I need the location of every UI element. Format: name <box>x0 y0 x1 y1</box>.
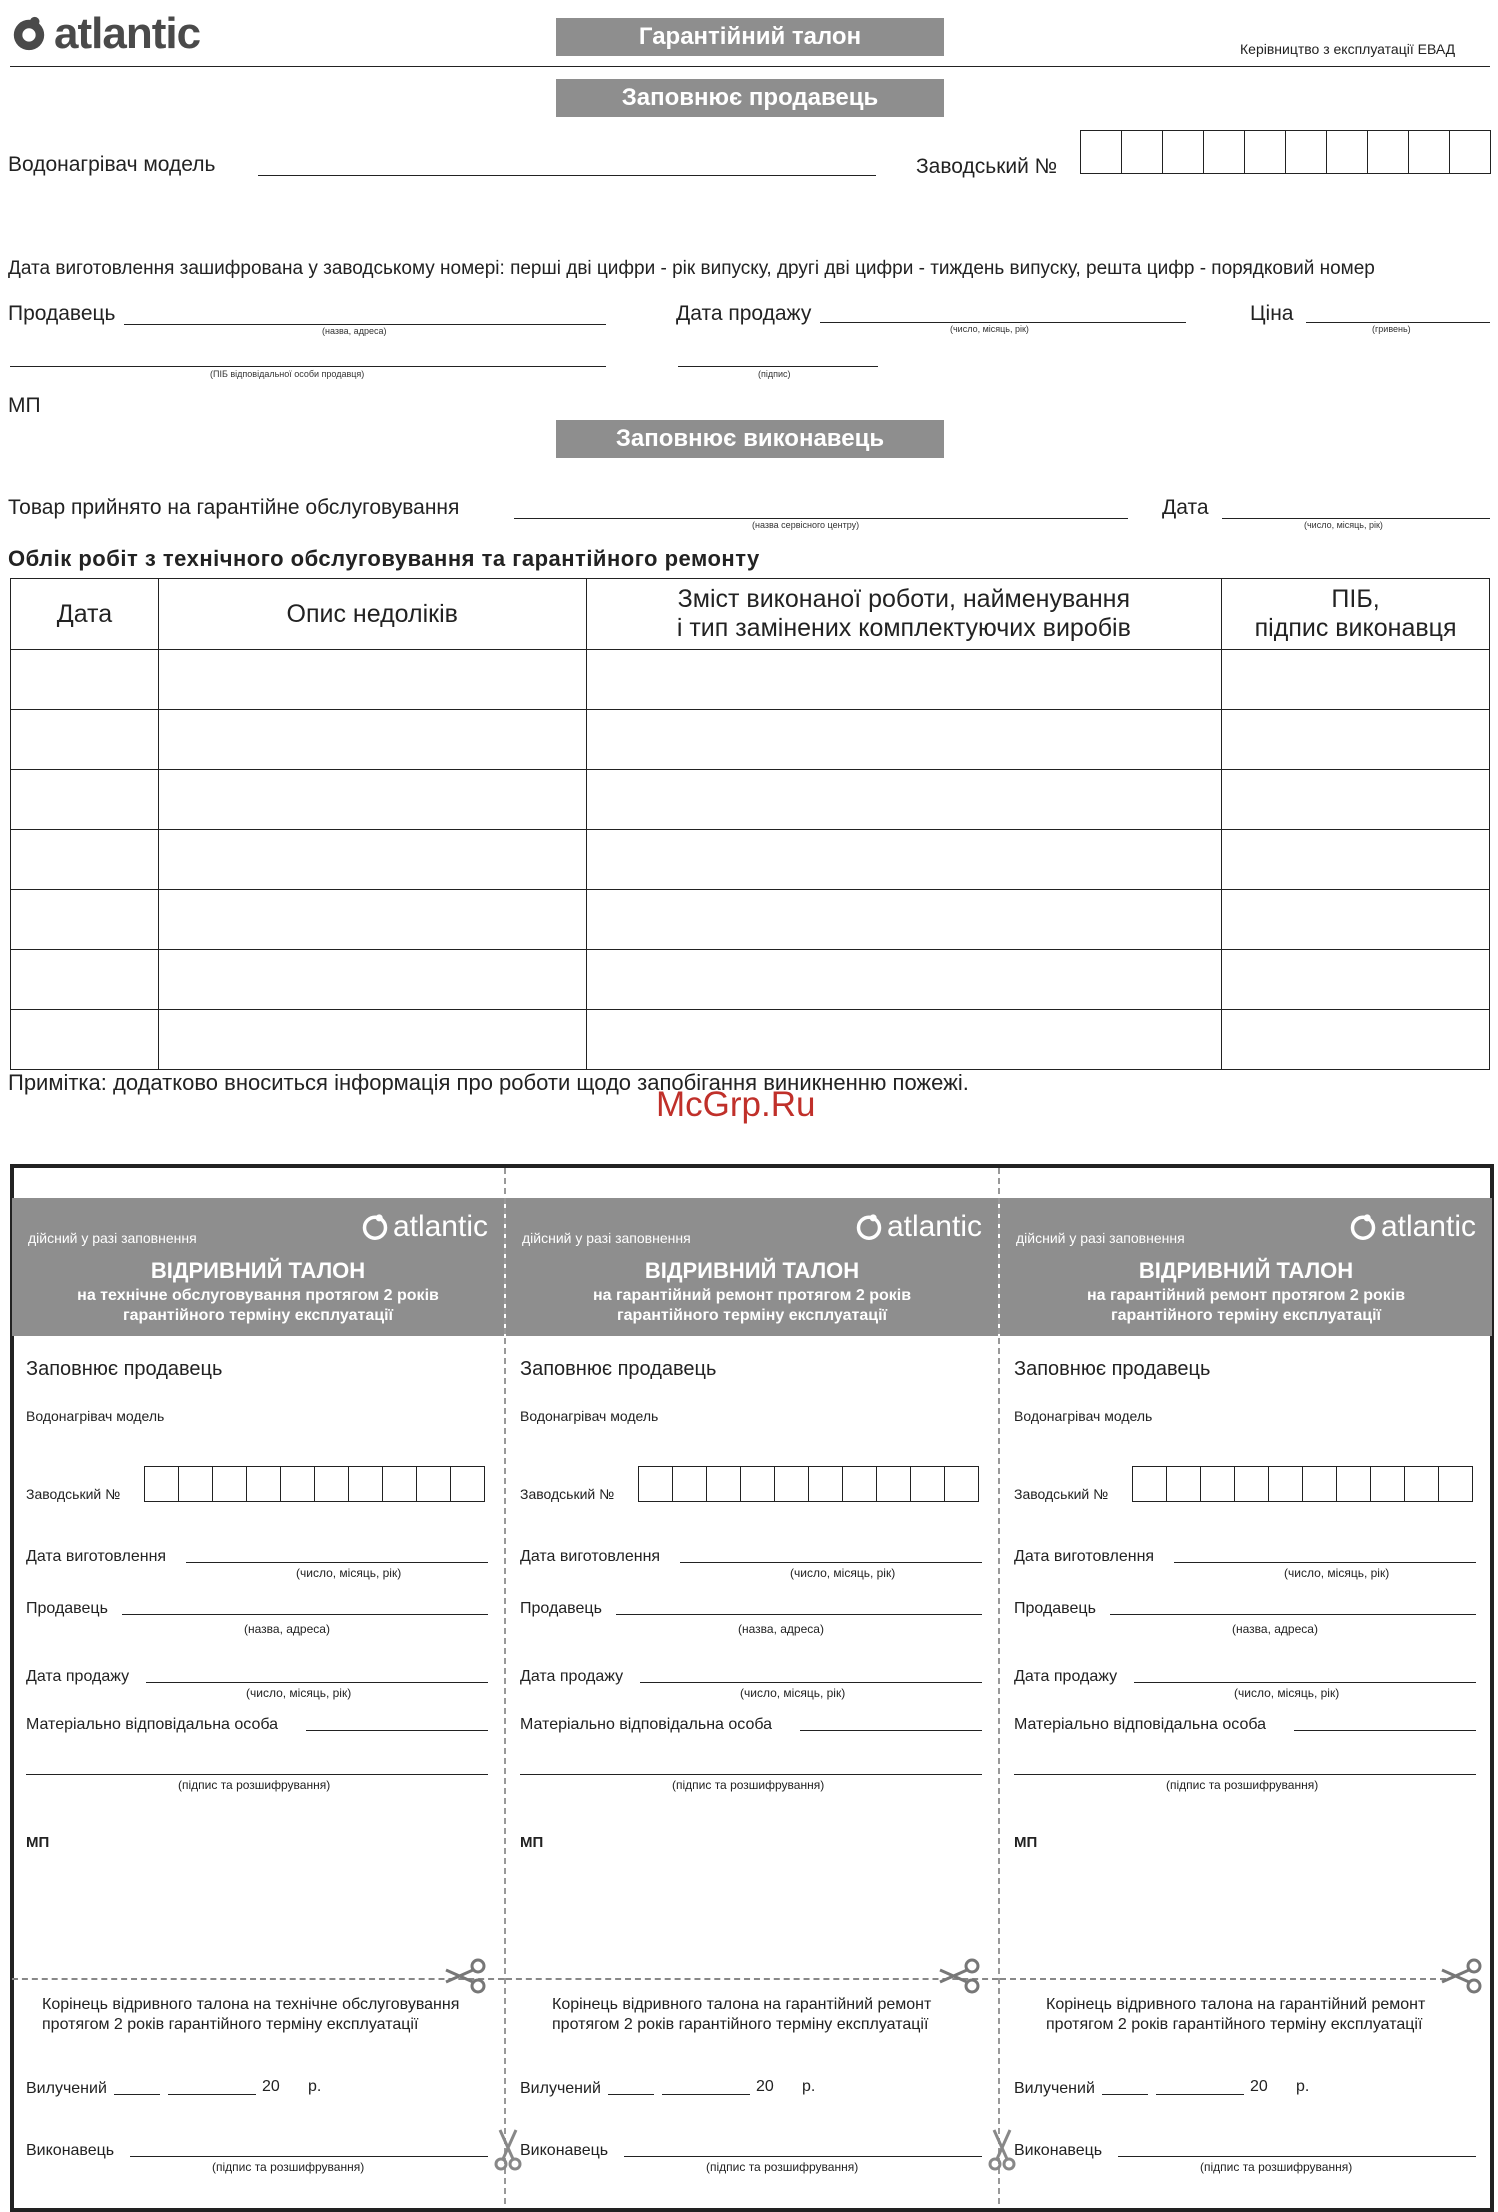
serial-digit-box[interactable] <box>1269 1467 1303 1501</box>
table-row <box>11 710 1490 770</box>
coupon-mfg-date-label: Дата виготовлення <box>26 1548 167 1565</box>
price-hint: (гривень) <box>1372 324 1411 334</box>
serial-digit-box[interactable] <box>383 1467 417 1501</box>
serial-digit-box[interactable] <box>281 1467 315 1501</box>
coupon-performer-field[interactable] <box>1118 2156 1476 2157</box>
coupon-performer-hint: (підпис та розшифрування) <box>1200 2160 1353 2174</box>
serial-digit-box[interactable] <box>1163 131 1204 173</box>
coupon-logo <box>855 1210 982 1244</box>
coupon-removed-day-field[interactable] <box>608 2094 654 2095</box>
coupon-serial-label: Заводський № <box>520 1486 615 1502</box>
cut-line-horizontal <box>12 1978 504 1980</box>
seller-label: Продавець <box>8 302 116 325</box>
coupon-model-label: Водонагрівач модель <box>1014 1408 1153 1424</box>
note-text: Примітка: додатково вноситься інформація про роботи щодо запобігання виникненню пожежі. <box>8 1070 969 1095</box>
signature-field[interactable] <box>678 366 878 367</box>
atlantic-logo-icon <box>1349 1213 1377 1241</box>
coupon-mfg-date-label: Дата виготовлення <box>520 1548 661 1565</box>
table-row <box>11 650 1490 710</box>
coupon-title: ВІДРИВНИЙ ТАЛОН <box>1138 1258 1354 1283</box>
coupon-removed-label: Вилучений <box>520 2080 601 2097</box>
serial-digit-box[interactable] <box>877 1467 911 1501</box>
coupon-mfg-date-label: Дата виготовлення <box>1014 1548 1155 1565</box>
serial-digit-box[interactable] <box>1303 1467 1337 1501</box>
seller-hint: (назва, адреса) <box>322 326 387 336</box>
coupon-sale-date-label: Дата продажу <box>520 1668 624 1685</box>
table-cell[interactable] <box>586 950 1222 1010</box>
serial-digit-box[interactable] <box>1327 131 1368 173</box>
table-header-row <box>11 579 1490 650</box>
coupon-performer-field[interactable] <box>624 2156 982 2157</box>
coupon-title: ВІДРИВНИЙ ТАЛОН <box>150 1258 366 1283</box>
table-cell[interactable] <box>586 1010 1222 1070</box>
coupon-seller-label: Продавець <box>520 1600 602 1617</box>
coupon-seller-field[interactable] <box>1110 1614 1476 1615</box>
section-performer-bar: Заповнює виконавець <box>556 420 944 458</box>
coupon-stub-line-2: протягом 2 років гарантійного терміну експлуатації <box>552 2016 929 2033</box>
serial-digit-box[interactable] <box>1368 131 1409 173</box>
coupon-responsible-label: Матеріально відповідальна особа <box>26 1716 279 1733</box>
table-row <box>11 1010 1490 1070</box>
serial-digit-box[interactable] <box>1286 131 1327 173</box>
coupon-responsible-label: Матеріально відповідальна особа <box>520 1716 773 1733</box>
coupon-model-label: Водонагрівач модель <box>26 1408 165 1424</box>
serial-digit-box[interactable] <box>417 1467 451 1501</box>
table-cell[interactable] <box>1222 650 1490 710</box>
coupon-subtitle <box>12 1286 504 1326</box>
log-table-title: Облік робіт з технічного обслуговування та гарантійного ремонту <box>8 546 760 571</box>
coupon-seller-label: Продавець <box>26 1600 108 1617</box>
coupon-seller-label: Продавець <box>1014 1600 1096 1617</box>
serial-digit-box[interactable] <box>707 1467 741 1501</box>
coupon-stub-line-1: Корінець відривного талона на гарантійний ремонт <box>1046 1996 1426 2013</box>
coupon-mfg-date-hint: (число, місяць, рік) <box>790 1566 896 1580</box>
coupon-signature-field[interactable] <box>1014 1774 1476 1775</box>
table-cell[interactable] <box>158 710 586 770</box>
coupon-valid-text: дійсний у разі заповнення <box>1016 1230 1185 1246</box>
cut-line-horizontal <box>506 1978 998 1980</box>
coupon-sale-date-field[interactable] <box>1134 1682 1476 1683</box>
coupon-responsible-label: Матеріально відповідальна особа <box>1014 1716 1267 1733</box>
coupon-signature-field[interactable] <box>26 1774 488 1775</box>
accept-date-hint: (число, місяць, рік) <box>1304 520 1383 530</box>
serial-digit-box[interactable] <box>1204 131 1245 173</box>
coupon-removed-label: Вилучений <box>26 2080 107 2097</box>
signature-hint: (підпис) <box>758 369 791 379</box>
coupon-stamp: МП <box>26 1834 50 1851</box>
sale-date-hint: (число, місяць, рік) <box>950 324 1029 334</box>
table-cell[interactable] <box>11 830 159 890</box>
coupon-fill-by: Заповнює продавець <box>1014 1358 1211 1380</box>
model-label: Водонагрівач модель <box>8 153 216 176</box>
coupon-signature-hint: (підпис та розшифрування) <box>1166 1778 1319 1792</box>
col-work-header: Зміст виконаної роботи, найменування і тип замінених комплектуючих виробів <box>586 579 1222 650</box>
serial-digit-box[interactable] <box>349 1467 383 1501</box>
coupon-mfg-date-hint: (число, місяць, рік) <box>296 1566 402 1580</box>
coupon-sale-date-hint: (число, місяць, рік) <box>1234 1686 1340 1700</box>
coupon-stub-line-1: Корінець відривного талона на технічне обслуговування <box>42 1996 460 2013</box>
atlantic-logo-icon <box>855 1213 883 1241</box>
table-cell[interactable] <box>1222 770 1490 830</box>
serial-digit-box[interactable] <box>451 1467 484 1501</box>
atlantic-logo-icon <box>361 1213 389 1241</box>
doc-reference: Керівництво з експлуатації ЕВАД <box>1240 41 1456 57</box>
table-cell[interactable] <box>1222 710 1490 770</box>
coupon-stamp: МП <box>1014 1834 1038 1851</box>
table-cell[interactable] <box>158 890 586 950</box>
coupon-sale-date-hint: (число, місяць, рік) <box>740 1686 846 1700</box>
coupon-sale-date-field[interactable] <box>640 1682 982 1683</box>
serial-digit-box[interactable] <box>179 1467 213 1501</box>
serial-digit-box[interactable] <box>1450 131 1490 173</box>
coupon-mfg-date-field[interactable] <box>680 1562 982 1563</box>
serial-digit-box[interactable] <box>315 1467 349 1501</box>
price-field[interactable] <box>1306 322 1490 323</box>
warranty-title: Гарантійний талон <box>556 18 944 56</box>
coupon-removed-day-field[interactable] <box>114 2094 160 2095</box>
tear-off-coupon <box>12 1168 504 2208</box>
serial-digit-box[interactable] <box>1409 131 1450 173</box>
tear-off-coupon <box>506 1168 998 2208</box>
coupon-valid-text: дійсний у разі заповнення <box>522 1230 691 1246</box>
table-cell[interactable] <box>1222 890 1490 950</box>
coupon-seller-field[interactable] <box>616 1614 982 1615</box>
coupon-mfg-date-hint: (число, місяць, рік) <box>1284 1566 1390 1580</box>
responsible-hint: (ПІБ відповідальної особи продавця) <box>210 369 365 379</box>
table-cell[interactable] <box>11 770 159 830</box>
table-cell[interactable] <box>11 950 159 1010</box>
service-center-field[interactable] <box>514 518 1128 519</box>
scissors-icon <box>986 2128 1018 2172</box>
serial-digit-box[interactable] <box>741 1467 775 1501</box>
section-seller-bar: Заповнює продавець <box>556 79 944 117</box>
serial-digit-box[interactable] <box>911 1467 945 1501</box>
coupon-header <box>506 1198 998 1336</box>
table-row <box>11 950 1490 1010</box>
coupon-removed-day-field[interactable] <box>1102 2094 1148 2095</box>
header-divider <box>10 66 1490 67</box>
coupon-logo <box>361 1210 488 1244</box>
stamp-label: МП <box>8 394 41 417</box>
service-log-table <box>10 578 1490 1070</box>
tear-off-coupon <box>1000 1168 1492 2208</box>
coupon-serial-boxes[interactable] <box>144 1466 485 1502</box>
coupon-removed-label: Вилучений <box>1014 2080 1095 2097</box>
table-cell[interactable] <box>158 1010 586 1070</box>
table-cell[interactable] <box>586 650 1222 710</box>
coupon-seller-field[interactable] <box>122 1614 488 1615</box>
coupon-serial-boxes[interactable] <box>638 1466 979 1502</box>
serial-digit-box[interactable] <box>247 1467 281 1501</box>
scissors-icon <box>492 2128 524 2172</box>
coupon-subtitle-line-1: на технічне обслуговування протягом 2 років <box>77 1287 439 1304</box>
coupon-subtitle-line-2: гарантійного терміну експлуатації <box>616 1307 888 1324</box>
table-row <box>11 890 1490 950</box>
coupon-removed-month-field[interactable] <box>662 2094 750 2095</box>
coupon-valid-text: дійсний у разі заповнення <box>28 1230 197 1246</box>
table-row <box>11 770 1490 830</box>
coupon-removed-month-field[interactable] <box>168 2094 256 2095</box>
coupon-logo-text: atlantic <box>1380 1210 1476 1243</box>
coupon-signature-field[interactable] <box>520 1774 982 1775</box>
sale-date-field[interactable] <box>820 322 1186 323</box>
coupon-subtitle-line-1: на гарантійний ремонт протягом 2 років <box>592 1287 912 1304</box>
coupon-year-prefix: 20 <box>262 2078 280 2095</box>
responsible-field[interactable] <box>10 366 606 367</box>
table-row <box>11 830 1490 890</box>
coupon-year-prefix: 20 <box>756 2078 774 2095</box>
coupon-year-prefix: 20 <box>1250 2078 1268 2095</box>
serial-digit-box[interactable] <box>945 1467 978 1501</box>
coupon-logo-text: atlantic <box>886 1210 982 1243</box>
serial-digit-box[interactable] <box>1133 1467 1167 1501</box>
serial-digit-box[interactable] <box>1245 131 1286 173</box>
coupon-fill-by: Заповнює продавець <box>520 1358 717 1380</box>
table-cell[interactable] <box>586 830 1222 890</box>
serial-digit-box[interactable] <box>809 1467 843 1501</box>
price-label: Ціна <box>1250 302 1294 325</box>
table-cell[interactable] <box>11 1010 159 1070</box>
coupon-subtitle-line-2: гарантійного терміну експлуатації <box>1110 1307 1382 1324</box>
coupon-removed-month-field[interactable] <box>1156 2094 1244 2095</box>
coupon-responsible-field[interactable] <box>1294 1730 1476 1731</box>
coupon-subtitle-line-2: гарантійного терміну експлуатації <box>122 1307 394 1324</box>
coupon-title: ВІДРИВНИЙ ТАЛОН <box>644 1258 860 1283</box>
coupon-year-suffix: р. <box>308 2078 322 2095</box>
table-cell[interactable] <box>11 650 159 710</box>
sale-date-label: Дата продажу <box>676 302 812 325</box>
serial-digit-box[interactable] <box>775 1467 809 1501</box>
table-cell[interactable] <box>586 770 1222 830</box>
coupon-subtitle <box>506 1286 998 1326</box>
coupon-signature-hint: (підпис та розшифрування) <box>672 1778 825 1792</box>
scissors-icon <box>444 1956 490 1996</box>
table-cell[interactable] <box>158 830 586 890</box>
table-cell[interactable] <box>11 890 159 950</box>
coupon-performer-label: Виконавець <box>520 2142 609 2159</box>
coupon-mfg-date-field[interactable] <box>1174 1562 1476 1563</box>
coupon-subtitle <box>1000 1286 1492 1326</box>
coupon-signature-hint: (підпис та розшифрування) <box>178 1778 331 1792</box>
accept-date-field[interactable] <box>1222 518 1490 519</box>
coupon-serial-label: Заводський № <box>26 1486 121 1502</box>
serial-digit-box[interactable] <box>673 1467 707 1501</box>
coupon-mfg-date-field[interactable] <box>186 1562 488 1563</box>
scissors-icon <box>1440 1956 1486 1996</box>
table-cell[interactable] <box>158 950 586 1010</box>
coupon-performer-label: Виконавець <box>1014 2142 1103 2159</box>
scissors-icon <box>938 1956 984 1996</box>
coupon-performer-field[interactable] <box>130 2156 488 2157</box>
coupon-performer-hint: (підпис та розшифрування) <box>212 2160 365 2174</box>
coupon-seller-hint: (назва, адреса) <box>1232 1622 1318 1636</box>
atlantic-logo-icon <box>10 15 48 53</box>
accepted-label: Товар прийнято на гарантійне обслуговування <box>8 496 460 519</box>
coupon-fill-by: Заповнює продавець <box>26 1358 223 1380</box>
coupon-header <box>1000 1198 1492 1336</box>
table-cell[interactable] <box>1222 950 1490 1010</box>
serial-digit-box[interactable] <box>1167 1467 1201 1501</box>
table-cell[interactable] <box>158 770 586 830</box>
serial-digit-box[interactable] <box>1081 131 1122 173</box>
coupon-stamp: МП <box>520 1834 544 1851</box>
serial-number-boxes[interactable] <box>1080 130 1491 174</box>
logo-text: atlantic <box>54 9 201 58</box>
coupon-year-suffix: р. <box>1296 2078 1310 2095</box>
coupon-performer-hint: (підпис та розшифрування) <box>706 2160 859 2174</box>
coupon-subtitle-line-1: на гарантійний ремонт протягом 2 років <box>1086 1287 1406 1304</box>
col-date-header: Дата <box>11 579 159 650</box>
serial-digit-box[interactable] <box>1235 1467 1269 1501</box>
coupon-sale-date-label: Дата продажу <box>1014 1668 1118 1685</box>
serial-digit-box[interactable] <box>145 1467 179 1501</box>
cut-line-horizontal <box>1000 1978 1446 1980</box>
coupon-seller-hint: (назва, адреса) <box>738 1622 824 1636</box>
serial-digit-box[interactable] <box>843 1467 877 1501</box>
coupon-serial-boxes[interactable] <box>1132 1466 1473 1502</box>
col-defects-header: Опис недоліків <box>158 579 586 650</box>
watermark: McGrp.Ru <box>656 1085 816 1124</box>
coupon-sale-date-hint: (число, місяць, рік) <box>246 1686 352 1700</box>
serial-digit-box[interactable] <box>1405 1467 1439 1501</box>
coupon-logo <box>1349 1210 1476 1244</box>
table-cell[interactable] <box>11 710 159 770</box>
serial-digit-box[interactable] <box>1371 1467 1405 1501</box>
coupon-performer-label: Виконавець <box>26 2142 115 2159</box>
table-cell[interactable] <box>586 890 1222 950</box>
serial-digit-box[interactable] <box>1201 1467 1235 1501</box>
coupon-serial-label: Заводський № <box>1014 1486 1109 1502</box>
serial-digit-box[interactable] <box>213 1467 247 1501</box>
coupon-seller-hint: (назва, адреса) <box>244 1622 330 1636</box>
coupon-sale-date-field[interactable] <box>146 1682 488 1683</box>
serial-digit-box[interactable] <box>639 1467 673 1501</box>
table-cell[interactable] <box>586 710 1222 770</box>
table-cell[interactable] <box>1222 1010 1490 1070</box>
coupon-stub-line-2: протягом 2 років гарантійного терміну експлуатації <box>42 2016 419 2033</box>
coupon-sale-date-label: Дата продажу <box>26 1668 130 1685</box>
service-center-hint: (назва сервісного центру) <box>752 520 860 530</box>
coupon-responsible-field[interactable] <box>800 1730 982 1731</box>
brand-logo <box>10 9 201 58</box>
table-cell[interactable] <box>1222 830 1490 890</box>
accept-date-label: Дата <box>1162 496 1209 519</box>
coupon-model-label: Водонагрівач модель <box>520 1408 659 1424</box>
model-field[interactable] <box>258 175 876 176</box>
serial-label: Заводський № <box>916 155 1058 178</box>
table-cell[interactable] <box>158 650 586 710</box>
coupon-stub-line-2: протягом 2 років гарантійного терміну експлуатації <box>1046 2016 1423 2033</box>
serial-digit-box[interactable] <box>1122 131 1163 173</box>
seller-field[interactable] <box>124 324 606 325</box>
col-signature-header: ПІБ, підпис виконавця <box>1222 579 1490 650</box>
coupon-responsible-field[interactable] <box>306 1730 488 1731</box>
coupon-logo-text: atlantic <box>392 1210 488 1243</box>
coupon-year-suffix: р. <box>802 2078 816 2095</box>
coupon-header <box>12 1198 504 1336</box>
serial-digit-box[interactable] <box>1337 1467 1371 1501</box>
manufacture-date-note: Дата виготовлення зашифрована у заводському номері: перші дві цифри - рік випуску, другі дві цифри - тиждень випуску, решта цифр - порядковий номер <box>8 258 1375 279</box>
serial-digit-box[interactable] <box>1439 1467 1472 1501</box>
coupon-stub-line-1: Корінець відривного талона на гарантійний ремонт <box>552 1996 932 2013</box>
